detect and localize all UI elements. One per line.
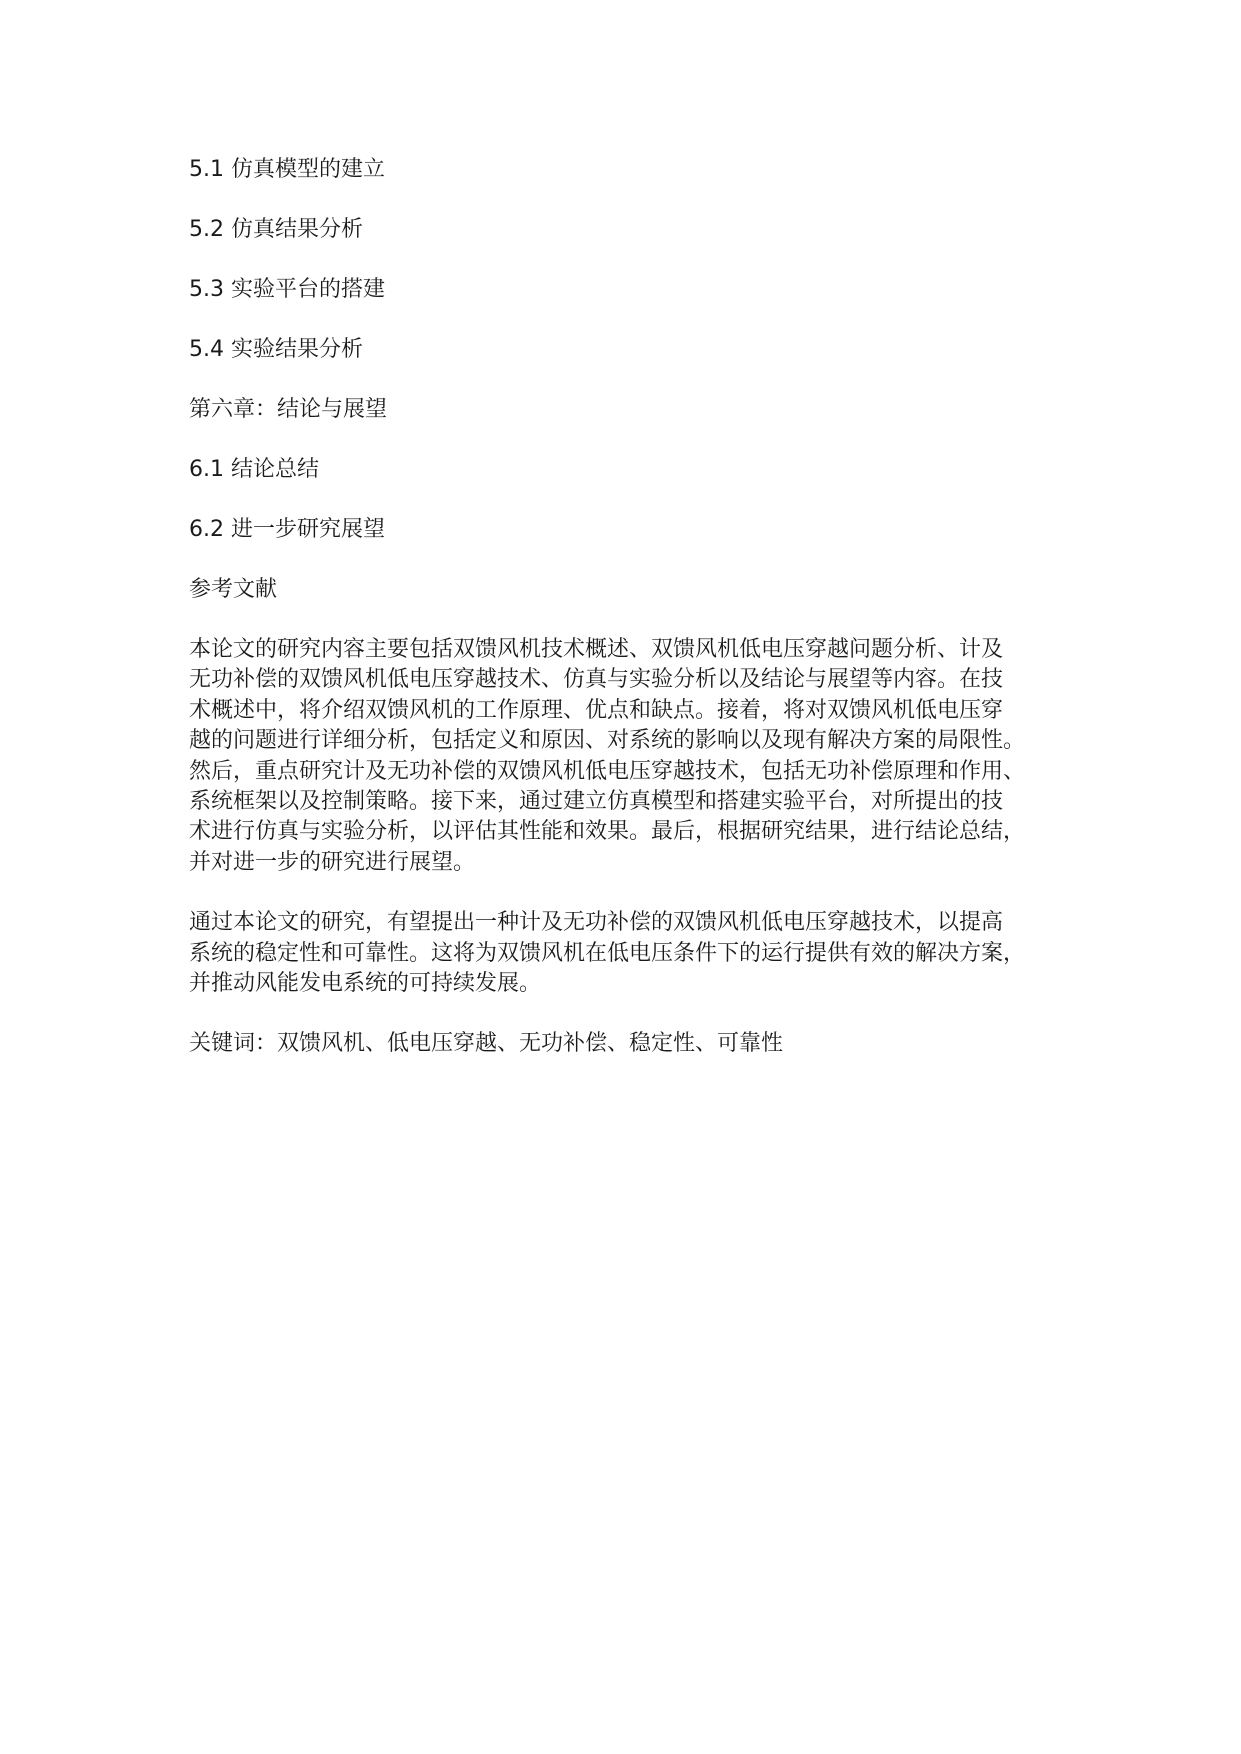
toc-item-5-2: 5.2 仿真结果分析: [189, 217, 363, 242]
paragraph-line: 并推动风能发电系统的可持续发展。: [189, 971, 542, 997]
abstract-paragraph-2: [189, 908, 1085, 999]
abstract-paragraph-1: [189, 635, 1085, 878]
paragraph-line: 本论文的研究内容主要包括双馈风机技术概述、双馈风机低电压穿越问题分析、计及: [189, 637, 1004, 662]
toc-item-5-1: 5.1 仿真模型的建立: [189, 157, 385, 182]
toc-references: 参考文献: [189, 577, 278, 602]
paragraph-line: 通过本论文的研究，有望提出一种计及无功补偿的双馈风机低电压穿越技术，以提高: [189, 910, 1004, 936]
paragraph-line: 术进行仿真与实验分析，以评估其性能和效果。最后，根据研究结果，进行结论总结，: [189, 819, 1026, 845]
paragraph-line: 并对进一步的研究进行展望。: [189, 849, 476, 875]
keywords-line: 关键词：双馈风机、低电压穿越、无功补偿、稳定性、可靠性: [189, 1031, 784, 1057]
toc-item-6-2: 6.2 进一步研究展望: [189, 517, 385, 542]
paragraph-line: 无功补偿的双馈风机低电压穿越技术、仿真与实验分析以及结论与展望等内容。在技: [189, 667, 1004, 693]
paragraph-line: 系统的稳定性和可靠性。这将为双馈风机在低电压条件下的运行提供有效的解决方案，: [189, 940, 1026, 966]
toc-item-6-1: 6.1 结论总结: [189, 457, 319, 482]
paragraph-line: 越的问题进行详细分析，包括定义和原因、对系统的影响以及现有解决方案的局限性。: [189, 728, 1026, 754]
page-content: [189, 155, 1085, 1059]
toc-chapter-6: 第六章：结论与展望: [189, 397, 388, 422]
paragraph-line: 术概述中，将介绍双馈风机的工作原理、优点和缺点。接着，将对双馈风机低电压穿: [189, 697, 1004, 723]
paragraph-line: 系统框架以及控制策略。接下来，通过建立仿真模型和搭建实验平台，对所提出的技: [189, 789, 1004, 815]
paragraph-line: 然后，重点研究计及无功补偿的双馈风机低电压穿越技术，包括无功补偿原理和作用、: [189, 758, 1026, 784]
toc-item-5-3: 5.3 实验平台的搭建: [189, 277, 385, 302]
toc-item-5-4: 5.4 实验结果分析: [189, 337, 363, 362]
